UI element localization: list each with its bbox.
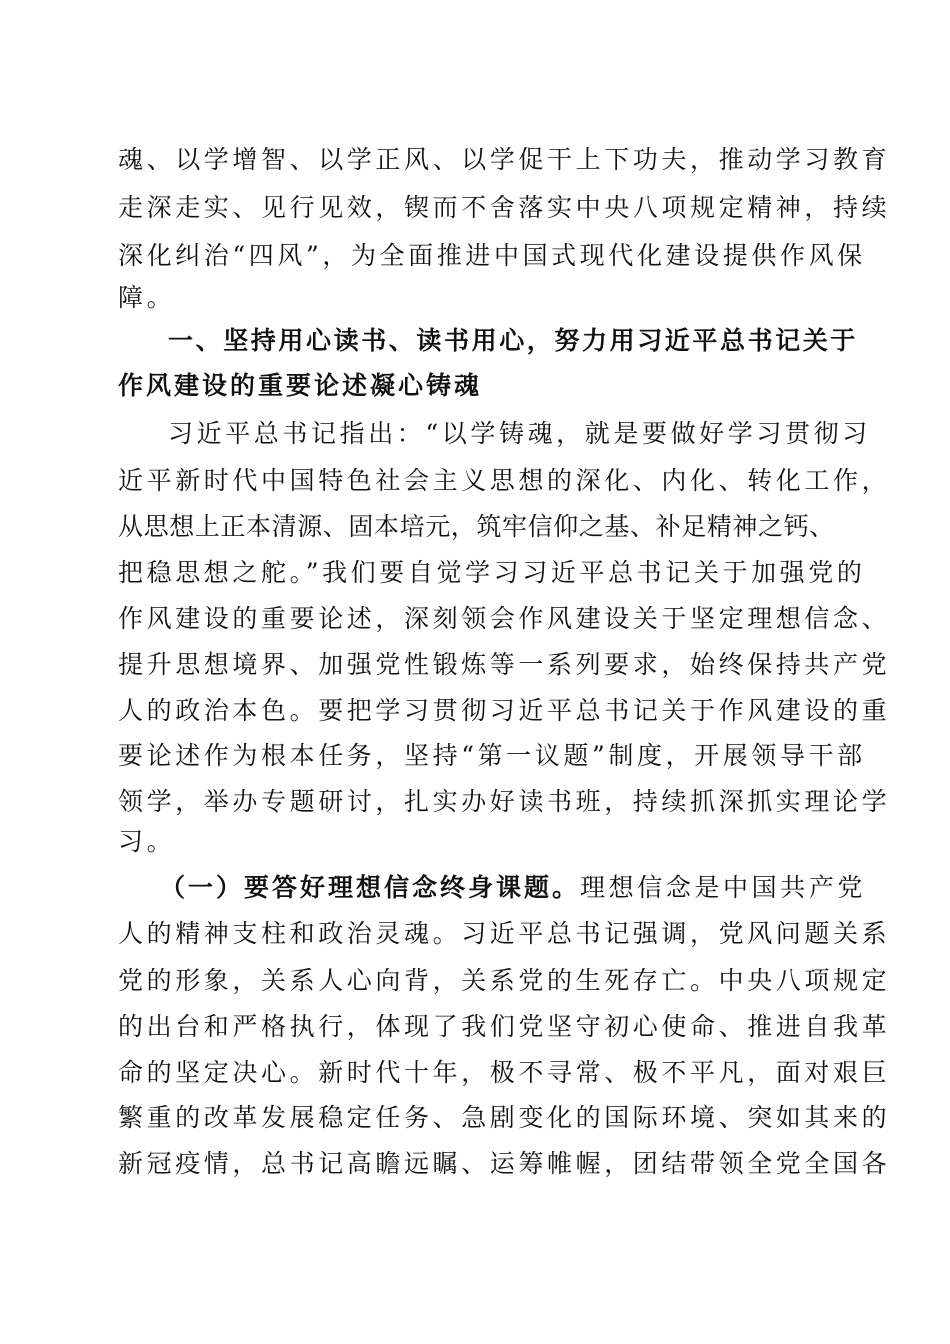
subsection-heading: （一）要答好理想信念终身课题。 — [160, 873, 581, 902]
section-body-line: 作风建设的重要论述，深刻领会作风建设关于坚定理想信念、 — [118, 604, 891, 633]
section-body-line: 近平新时代中国特色社会主义思想的深化、内化、转化工作， — [118, 466, 891, 495]
subsection-body-line: 命的坚定决心。新时代十年，极不寻常、极不平凡，面对艰巨 — [118, 1058, 891, 1087]
section-body-line: 习近平总书记指出：“以学铸魂，就是要做好学习贯彻习 — [168, 419, 871, 448]
subsection-first-line — [160, 872, 867, 904]
intro-line: 深化纠治“四风”，为全面推进中国式现代化建设提供作风保 — [118, 241, 866, 270]
section-heading-line: 作风建设的重要论述凝心铸魂 — [118, 371, 483, 400]
subsection-body-line: 人的精神支柱和政治灵魂。习近平总书记强调，党风问题关系 — [118, 919, 891, 948]
subsection-body-line: 的出台和严格执行，体现了我们党坚守初心使命、推进自我革 — [118, 1012, 891, 1041]
section-body-line: 习。 — [118, 827, 176, 856]
intro-line: 走深走实、见行见效，锲而不舍落实中央八项规定精神，持续 — [118, 193, 891, 222]
section-body-line: 提升思想境界、加强党性锻炼等一系列要求，始终保持共产党 — [118, 650, 891, 679]
section-body-line: 领学，举办专题研讨，扎实办好读书班，持续抓深抓实理论学 — [118, 787, 891, 816]
section-body-line: 人的政治本色。要把学习贯彻习近平总书记关于作风建设的重 — [118, 696, 891, 725]
intro-line: 障。 — [118, 283, 176, 312]
intro-line: 魂、以学增智、以学正风、以学促干上下功夫，推动学习教育 — [118, 145, 891, 174]
section-body-line: 从思想上正本清源、固本培元，筑牢信仰之基、补足精神之钙、 — [118, 512, 835, 541]
subsection-body-line: 党的形象，关系人心向背，关系党的生死存亡。中央八项规定 — [118, 966, 891, 995]
section-heading-line: 一、坚持用心读书、读书用心，努力用习近平总书记关于 — [168, 326, 859, 355]
section-body-line: 要论述作为根本任务，坚持“第一议题”制度，开展领导干部 — [118, 741, 866, 770]
section-body-line: 把稳思想之舵。”我们要自觉学习习近平总书记关于加强党的 — [118, 558, 866, 587]
subsection-first-line-text: 理想信念是中国共产党 — [580, 873, 867, 902]
subsection-body-line: 新冠疫情，总书记高瞻远瞩、运筹帷幄，团结带领全党全国各 — [118, 1149, 891, 1178]
subsection-body-line: 繁重的改革发展稳定任务、急剧变化的国际环境、突如其来的 — [118, 1103, 891, 1132]
